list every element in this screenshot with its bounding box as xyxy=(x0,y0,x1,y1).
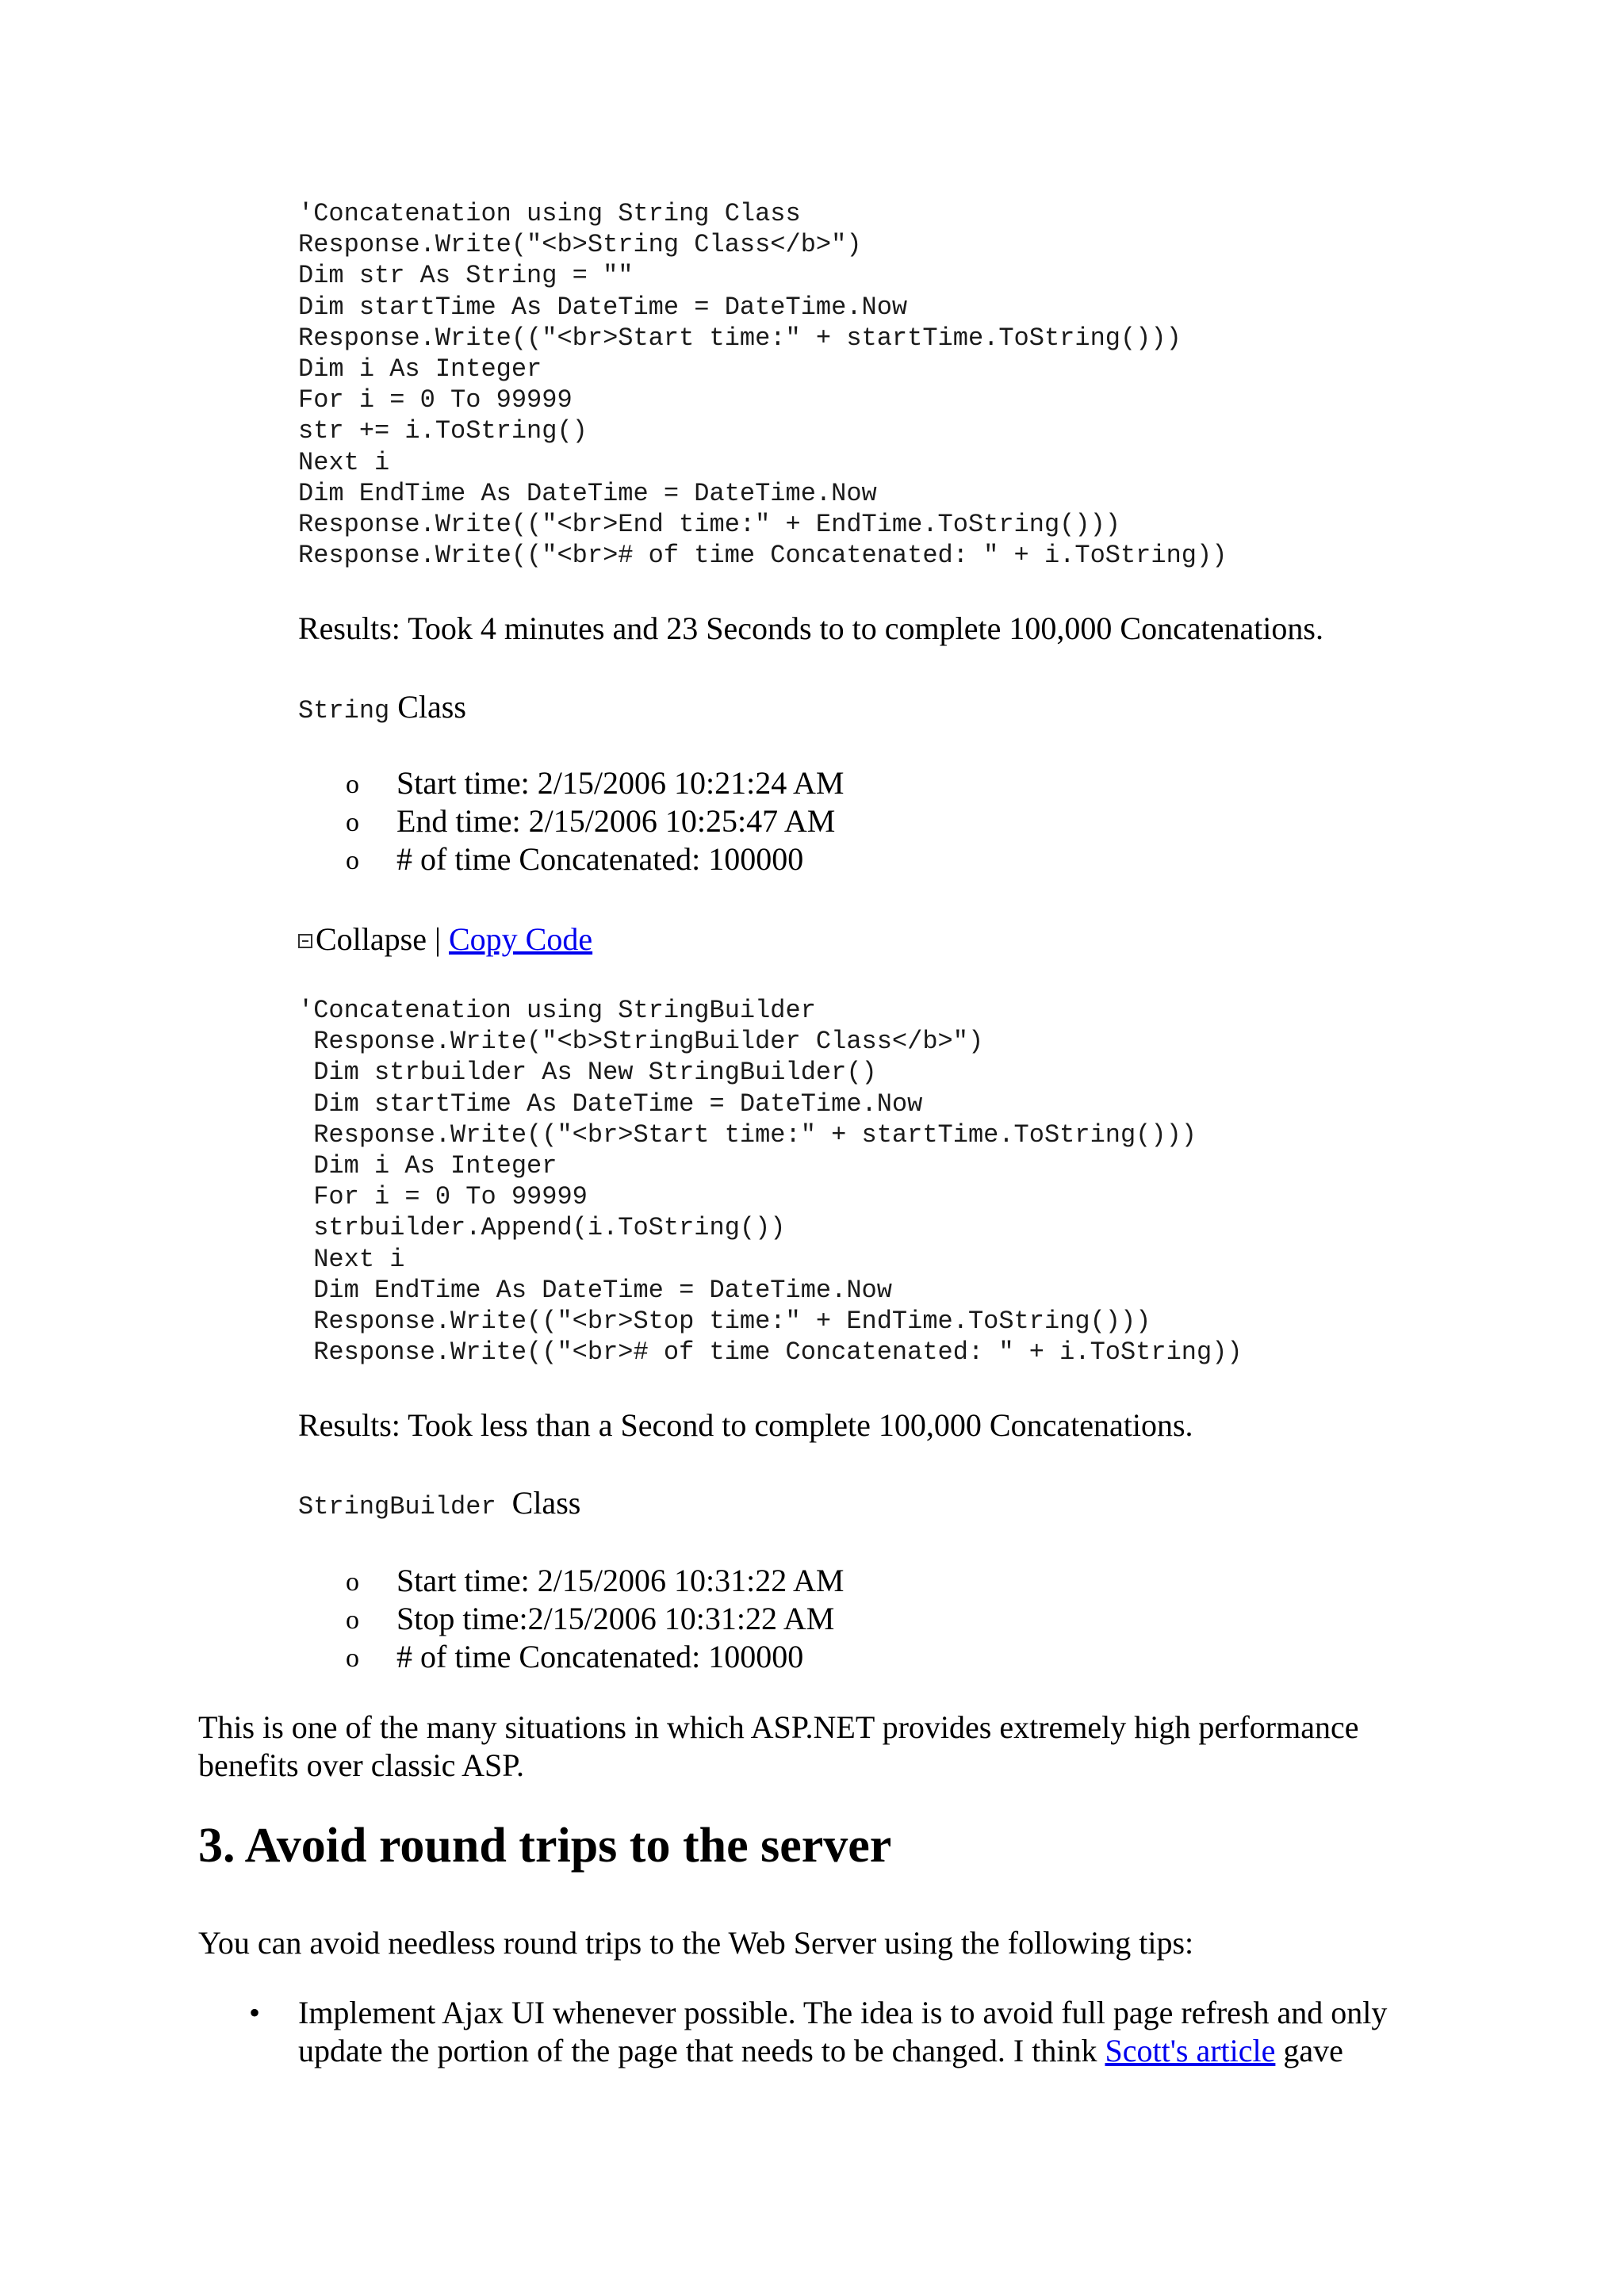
bullet-marker: o xyxy=(346,1605,359,1635)
code-line: Response.Write(("<br>Start time:" + startTime.ToString())) xyxy=(298,1119,1197,1150)
code-line: Dim str As String = "" xyxy=(298,261,634,291)
code-block-string-class xyxy=(298,198,1227,571)
tips-list xyxy=(198,1994,1451,2070)
code-toolbar xyxy=(298,920,592,959)
code-line: Response.Write(("<br># of time Concatenated: " + i.ToString)) xyxy=(298,1337,1243,1368)
bullet-marker: o xyxy=(346,770,359,799)
section-heading: 3. Avoid round trips to the server xyxy=(198,1819,892,1873)
output-label-code: String xyxy=(298,696,390,725)
code-line: Dim strbuilder As New StringBuilder() xyxy=(298,1058,877,1088)
code-line: For i = 0 To 99999 xyxy=(298,385,573,415)
code-line: Dim i As Integer xyxy=(298,1150,557,1181)
scotts-article-link[interactable]: Scott's article xyxy=(1105,2033,1276,2068)
list-item xyxy=(298,1600,844,1638)
code-line: Dim EndTime As DateTime = DateTime.Now xyxy=(298,1275,892,1305)
output-list-string-class xyxy=(298,764,844,878)
list-item xyxy=(198,1994,1451,2070)
output-label-stringbuilder xyxy=(298,1484,580,1526)
code-line: For i = 0 To 99999 xyxy=(298,1182,588,1212)
list-item xyxy=(298,764,844,802)
output-label-suffix: Class xyxy=(389,689,466,725)
code-line: Dim i As Integer xyxy=(298,354,542,384)
collapse-label[interactable]: Collapse xyxy=(316,921,427,957)
list-item xyxy=(298,840,844,878)
list-item-text: # of time Concatenated: 100000 xyxy=(396,841,804,877)
tip-text-after-link: gave xyxy=(1275,2033,1343,2068)
bullet-marker: o xyxy=(346,1644,359,1673)
list-item-text: Stop time:2/15/2006 10:31:22 AM xyxy=(396,1601,835,1636)
code-line: Response.Write(("<br>Start time:" + startTime.ToString())) xyxy=(298,323,1182,353)
code-line: Dim startTime As DateTime = DateTime.Now xyxy=(298,1089,923,1119)
bullet-marker: • xyxy=(249,1995,261,2030)
code-block-stringbuilder xyxy=(298,995,1243,1368)
tip-text-before-link: Implement Ajax UI whenever possible. The idea is to avoid full page refresh and only update the portion of the page that needs to be changed. I think xyxy=(298,1995,1388,2068)
result-text-stringbuilder: Results: Took less than a Second to complete 100,000 Concatenations. xyxy=(298,1407,1193,1443)
bullet-marker: o xyxy=(346,1567,359,1597)
code-line: 'Concatenation using String Class xyxy=(298,199,801,228)
code-line: Response.Write(("<br>End time:" + EndTime.ToString())) xyxy=(298,509,1120,539)
output-label-string-class xyxy=(298,688,466,730)
code-line: Next i xyxy=(298,447,390,477)
bullet-marker: o xyxy=(346,846,359,875)
bullet-marker: o xyxy=(346,808,359,837)
list-item xyxy=(298,1638,844,1676)
code-line: Response.Write(("<br>Stop time:" + EndTime.ToString())) xyxy=(298,1306,1151,1336)
code-line: Response.Write(("<br># of time Concatenated: " + i.ToString)) xyxy=(298,541,1228,571)
list-item-text: End time: 2/15/2006 10:25:47 AM xyxy=(396,803,836,839)
list-item-text: # of time Concatenated: 100000 xyxy=(396,1639,804,1674)
list-item xyxy=(298,1562,844,1600)
result-text-string-class: Results: Took 4 minutes and 23 Seconds to to complete 100,000 Concatenations. xyxy=(298,610,1323,646)
code-line: Dim EndTime As DateTime = DateTime.Now xyxy=(298,478,877,508)
list-item xyxy=(298,802,844,840)
code-line: str += i.ToString() xyxy=(298,416,588,446)
code-line: 'Concatenation using StringBuilder xyxy=(298,996,816,1025)
code-line: strbuilder.Append(i.ToString()) xyxy=(298,1213,786,1243)
code-line: Next i xyxy=(298,1244,405,1274)
output-list-stringbuilder xyxy=(298,1562,844,1676)
code-line: Response.Write("<b>String Class</b>") xyxy=(298,230,862,260)
list-item-text: Start time: 2/15/2006 10:21:24 AM xyxy=(396,765,845,801)
collapse-icon[interactable] xyxy=(298,934,312,948)
output-label-code: StringBuilder xyxy=(298,1492,496,1521)
copy-code-link[interactable]: Copy Code xyxy=(449,921,593,957)
output-label-suffix: Class xyxy=(496,1485,581,1521)
toolbar-separator: | xyxy=(426,921,449,957)
summary-paragraph: This is one of the many situations in which ASP.NET provides extremely high performance benefits over classic ASP. xyxy=(198,1709,1359,1783)
code-line: Response.Write("<b>StringBuilder Class</b>") xyxy=(298,1027,984,1057)
code-line: Dim startTime As DateTime = DateTime.Now xyxy=(298,292,908,322)
list-item-text: Start time: 2/15/2006 10:31:22 AM xyxy=(396,1563,845,1598)
section-intro: You can avoid needless round trips to the Web Server using the following tips: xyxy=(198,1925,1194,1961)
